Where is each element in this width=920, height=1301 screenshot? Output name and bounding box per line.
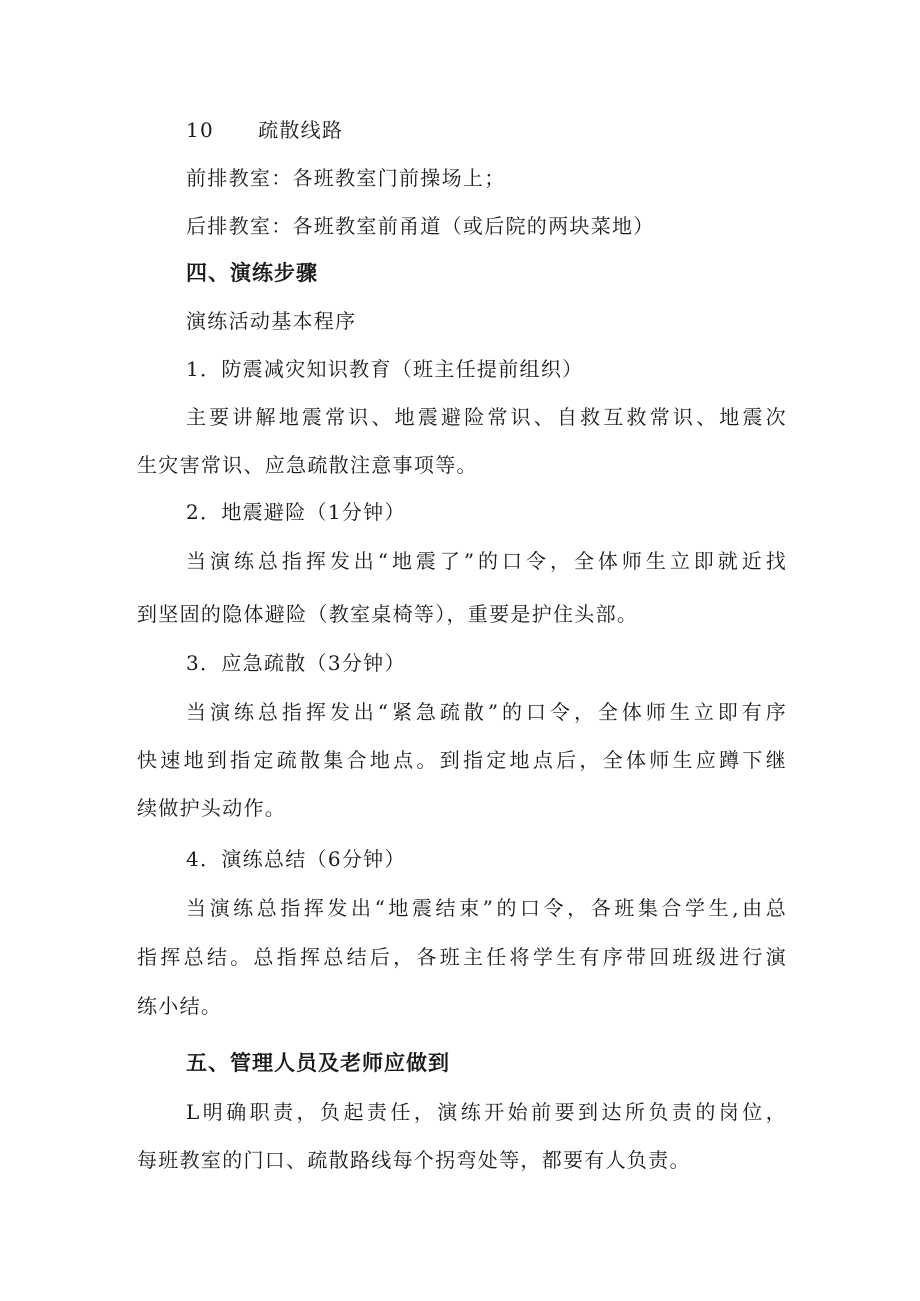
- step-3-title: 3．应急疏散（3分钟）: [186, 651, 406, 675]
- duty-line-2: 每班教室的门口、疏散路线每个拐弯处等，都要有人负责。: [137, 1148, 691, 1172]
- front-rooms-line: 前排教室：各班教室门前操场上；: [186, 166, 506, 190]
- section-5-heading: 五、管理人员及老师应做到: [186, 1051, 450, 1075]
- duty-line-1: L明确职责，负起责任，演练开始前要到达所负责的岗位，: [186, 1100, 787, 1124]
- route-title: 疏散线路: [258, 118, 344, 142]
- back-rooms-line: 后排教室：各班教室前甬道（或后院的两块菜地）: [186, 214, 655, 238]
- route-heading: [186, 116, 787, 144]
- step-2-body-line-2: 到坚固的隐体避险（教室桌椅等），重要是护住头部。: [137, 602, 639, 626]
- step-4-body-line-2: 指挥总结。总指挥总结后，各班主任将学生有序带回班级进行演: [137, 945, 787, 969]
- step-1-body-line-1: 主要讲解地震常识、地震避险常识、自救互救常识、地震次: [186, 405, 787, 429]
- step-1-title: 1．防震减灾知识教育（班主任提前组织）: [186, 357, 584, 381]
- section-4-heading: 四、演练步骤: [186, 261, 318, 285]
- step-2-body-line-1: 当演练总指挥发出“地震了”的口令，全体师生立即就近找: [186, 549, 787, 573]
- step-4-title: 4．演练总结（6分钟）: [186, 847, 406, 871]
- step-4-body-line-3: 练小结。: [137, 994, 223, 1018]
- step-3-body-line-3: 续做护头动作。: [137, 796, 287, 820]
- program-line: 演练活动基本程序: [186, 309, 357, 333]
- step-1-body-line-2: 生灾害常识、应急疏散注意事项等。: [137, 453, 478, 477]
- step-4-body-line-1: 当演练总指挥发出“地震结束”的口令，各班集合学生,由总: [186, 896, 787, 920]
- route-number: 10: [186, 118, 215, 142]
- step-3-body-line-1: 当演练总指挥发出“紧急疏散”的口令，全体师生立即有序: [186, 700, 787, 724]
- step-3-body-line-2: 快速地到指定疏散集合地点。到指定地点后，全体师生应蹲下继: [137, 748, 787, 772]
- step-2-title: 2．地震避险（1分钟）: [186, 500, 406, 524]
